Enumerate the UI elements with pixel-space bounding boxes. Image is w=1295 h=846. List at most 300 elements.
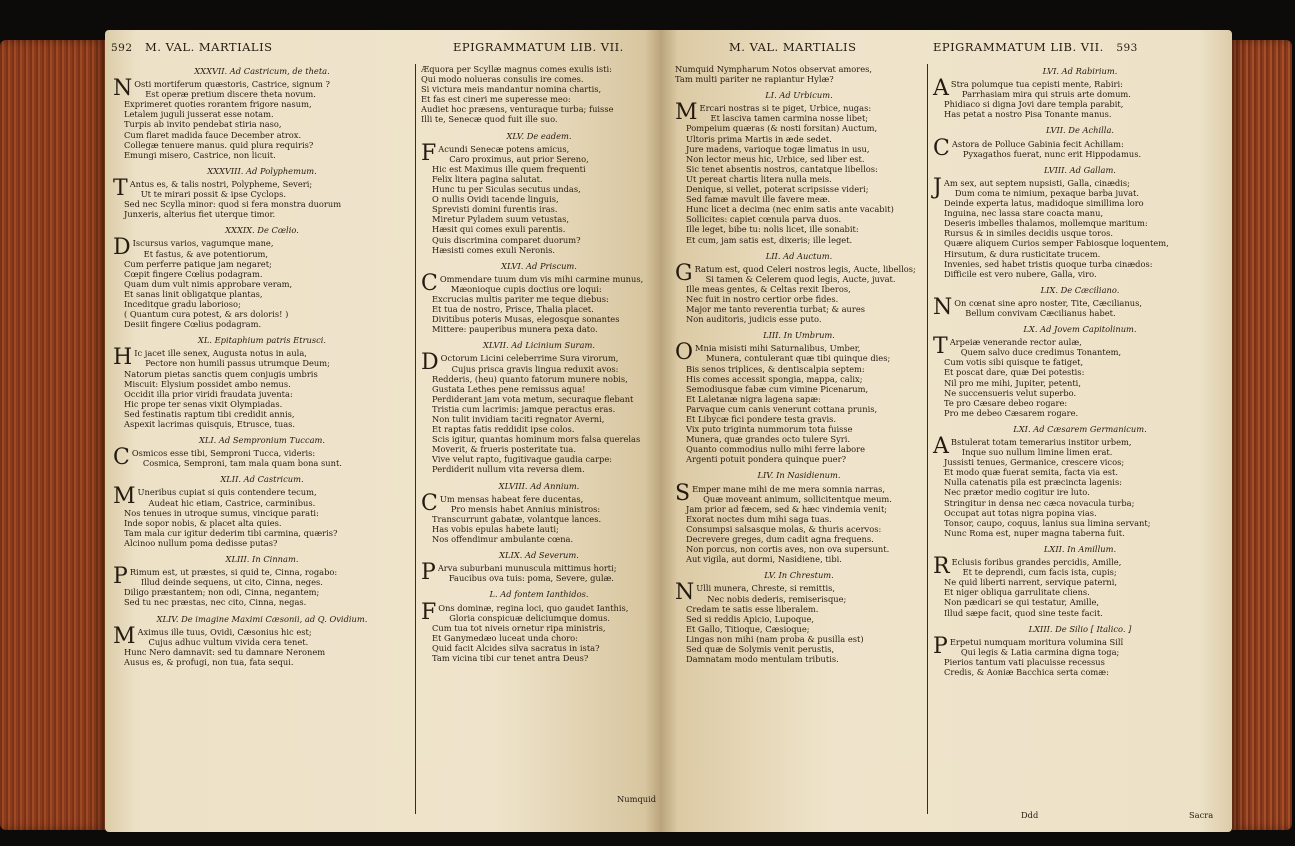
drop-capital: R: [933, 554, 950, 580]
epigram-body: [421, 270, 657, 335]
drop-capital: J: [933, 174, 942, 200]
verse-line: Mnia misisti mihi Saturnalibus, Umber,: [695, 343, 861, 354]
verse-line: Quis discrimina comparet duorum?: [432, 234, 581, 245]
epigram-body: [675, 260, 923, 325]
verse-line: Ille leget, bibe tu: nolis licet, ille sonabit:: [686, 224, 859, 235]
drop-capital: A: [933, 76, 949, 102]
drop-capital: H: [113, 345, 133, 371]
epigram: [113, 474, 411, 548]
verse-line: Am sex, aut septem nupsisti, Galla, cinædis;: [943, 177, 1130, 188]
verse-line: Rimum est, ut præstes, si quid te, Cinna, rogabo:: [129, 567, 338, 578]
verse-line: Stringitur in densa nec cæca novacula turba;: [944, 497, 1135, 508]
epigram: [113, 554, 411, 607]
verse-line: Audiet hoc præsens, venturaque turba; fuisse: [421, 104, 614, 115]
drop-capital: F: [421, 599, 437, 625]
epigram-body: [113, 345, 411, 429]
epigram-body: [933, 76, 1227, 120]
verse-line: Ratum est, quod Celeri nostros legis, Aucte, libellos;: [694, 263, 916, 274]
verse-line: Hunc Nero damnavit: sed tu damnare Neronem: [124, 646, 326, 657]
verse-line: Sed nec Scylla minor: quod si fera monstra duorum: [124, 199, 342, 210]
verse-line: Um mensas habeat fere ducentas,: [439, 493, 584, 504]
verse-line: Credis, & Aoniæ Bacchica serta comæ:: [944, 666, 1109, 677]
verse-line: Quid facit Alcides silva sacratus in ista?: [432, 642, 600, 653]
epigram-title: XLIX. Ad Severum.: [499, 550, 579, 561]
epigram-title: LI. Ad Urbicum.: [765, 90, 833, 101]
page-number: 593: [1116, 42, 1138, 54]
verse-line: Sed quæ de Solymis venit perustis,: [686, 643, 835, 654]
epigram-body: [933, 633, 1227, 677]
verse-line: Nos offendimur ambulante cœna.: [432, 534, 574, 545]
verse-line: Nunc Roma est, nuper magna taberna fuit.: [944, 527, 1125, 538]
epigram: [675, 330, 923, 464]
verse-line: Nil pro me mihi, Jupiter, petenti,: [944, 377, 1081, 388]
verse-line: Et Gallo, Titioque, Cæsioque;: [686, 623, 810, 634]
epigram-title: LXII. In Amillum.: [1043, 543, 1117, 554]
epigram-body: [113, 623, 411, 667]
verse-line: Et niger obliqua garrulitate cliens.: [944, 587, 1090, 598]
verse-line: Mæonioque cupis doctius ore loqui:: [450, 283, 602, 294]
verse-line: Et modo quæ fuerat semita, facta via est.: [944, 467, 1119, 478]
epigram: [933, 624, 1227, 677]
verse-line: Antus es, & talis nostri, Polypheme, Severi;: [129, 178, 313, 189]
epigram-body: [675, 340, 923, 465]
verse-line: Inque suo nullum limine limen erat.: [961, 447, 1113, 458]
verse-line: Sed famæ mavult ille favere meæ.: [686, 194, 831, 205]
right-page-column-2: [933, 64, 1227, 683]
epigram: [421, 340, 657, 474]
epigram-title: XXXIX. De Cœlio.: [225, 225, 299, 236]
epigram-title: LV. In Chrestum.: [764, 570, 834, 581]
verse-line: Natorum pietas sanctis quem conjugis umbris: [124, 368, 318, 379]
epigram-body: [675, 100, 923, 245]
epigram: [113, 435, 411, 471]
verse-line: Ne succensueris velut superbo.: [944, 387, 1077, 398]
verse-line: Exprimeret quoties rorantem frigore nasum,: [124, 99, 312, 110]
verse-line: Dum coma te nimium, pexaque barba juvat.: [954, 187, 1139, 198]
verse-line: Et Ganymedæo luceat unda choro:: [432, 632, 578, 643]
verse-line: Caro proximus, aut prior Sereno,: [449, 153, 589, 164]
catchword: Numquid: [617, 794, 657, 804]
epigram-title: LIV. In Nasidienum.: [757, 470, 841, 481]
verse-line: Parrhasiam mira qui struis arte domum.: [961, 89, 1131, 100]
verse-line: Sollicites: capiet cœnula parva duos.: [686, 214, 842, 225]
verse-line: Occidit illa prior viridi fraudata juventa:: [124, 388, 293, 399]
verse-line: Pro me debeo Cæsarem rogare.: [944, 407, 1079, 418]
epigram-title: XLVI. Ad Priscum.: [501, 260, 577, 271]
epigram-title: XLII. Ad Castricum.: [220, 474, 304, 485]
epigram-body: [113, 484, 411, 548]
verse-line: Exorat noctes dum mihi saga tuas.: [686, 513, 832, 524]
verse-line: Gustata Lethes pene remissus aqua!: [432, 383, 586, 394]
verse-line: Hic est Maximus ille quem frequenti: [432, 163, 586, 174]
epigram: [675, 470, 923, 564]
verse-line: Ulli munera, Chreste, si remittis,: [696, 583, 836, 594]
verse-line: Vix puto triginta nummorum tota fuisse: [686, 424, 853, 435]
verse-line: Osmicos esse tibi, Semproni Tucca, videris:: [131, 448, 316, 459]
catchword: Sacra: [1189, 810, 1214, 820]
verse-line: Ut pereat chartis litera nulla meis.: [686, 173, 832, 184]
verse-line: Invenies, sed habet tristis quoque turba cinædos:: [944, 258, 1153, 269]
drop-capital: P: [113, 564, 128, 590]
verse-line: Felix litera pagina salutat.: [432, 173, 543, 184]
verse-line: Et te deprendi, cum facis ista, cupis;: [962, 567, 1117, 578]
right-page-edges: [1232, 40, 1292, 830]
verse-line: Quem salvo duce credimus Tonantem,: [960, 347, 1122, 358]
running-head-title: EPIGRAMMATUM LIB. VII.: [933, 40, 1104, 54]
epigram: [933, 285, 1227, 318]
right-page-column-1: [675, 64, 923, 670]
drop-capital: N: [113, 76, 133, 102]
verse-line: Sed festinatis raptum tibi credidit annis,: [124, 408, 295, 419]
verse-line: Non pædicari se qui testatur, Amille,: [944, 597, 1100, 608]
verse-line: Damnatam modo mentulam tributis.: [686, 654, 839, 665]
verse-line: Est operæ pretium discere theta novum.: [145, 89, 316, 100]
verse-line: Bis senos triplices, & dentiscalpia septem:: [686, 363, 865, 374]
left-page-column-1: [113, 64, 411, 673]
epigram: [933, 324, 1227, 418]
verse-line: Arva suburbani munuscula mittimus horti;: [437, 563, 617, 574]
verse-line: Ommendare tuum dum vis mihi carmine munus,: [439, 273, 644, 284]
epigram-title: LVI. Ad Rabirium.: [1042, 66, 1118, 76]
verse-line: Decrevere greges, dum cadit agna frequens.: [686, 534, 874, 545]
verse-line: Sprevisti domini furentis iras.: [432, 204, 558, 215]
verse-line: Et fastus, & ave potentiorum,: [143, 248, 269, 259]
epigram: [675, 570, 923, 664]
verse-line: Alcinoo nullum poma dedisse putas?: [124, 537, 278, 548]
epigram-body: [113, 235, 411, 330]
verse-line: Hæsit qui comes exuli parentis.: [432, 224, 566, 235]
verse-line: Æquora per Scyllæ magnus comes exulis isti:: [421, 64, 612, 74]
verse-line: Et cum, jam satis est, dixeris; ille leget.: [686, 234, 853, 245]
verse-line: Ic jacet ille senex, Augusta notus in aula,: [134, 348, 307, 359]
drop-capital: N: [675, 580, 695, 606]
epigram-body: [933, 135, 1227, 161]
drop-capital: P: [933, 633, 948, 659]
verse-line: Quære aliquem Curios semper Fabiosque loquentem,: [944, 238, 1169, 249]
verse-line: Occupat aut totas nigra popina vias.: [944, 507, 1097, 518]
verse-line: Perdiderit nullum vita reversa diem.: [432, 464, 585, 475]
continued-poem: [421, 64, 657, 125]
verse-line: Parvaque cum canis venerunt cottana prunis,: [686, 403, 878, 414]
verse-line: Cujus adhuc vultum vivida cera tenet.: [148, 636, 309, 647]
verse-line: Pectore non humili passus utrumque Deum;: [145, 358, 330, 369]
verse-line: Mittere: pauperibus munera pexa dato.: [432, 324, 598, 335]
drop-capital: M: [113, 484, 136, 510]
verse-line: Illud deinde sequens, ut cito, Cinna, neges.: [140, 577, 323, 588]
verse-line: Nec nobis dederis, remiserisque;: [707, 593, 847, 604]
verse-line: Inguina, nec lassa stare coacta manu,: [944, 208, 1104, 219]
drop-capital: G: [675, 260, 693, 286]
drop-capital: N: [933, 294, 953, 320]
verse-line: Sic tenet absentis nostros, cantatque libellos:: [686, 163, 878, 174]
verse-line: Credam te satis esse liberalem.: [686, 603, 819, 614]
verse-line: Sed si reddis Apicio, Lupoque,: [686, 613, 815, 624]
verse-line: Cum tua tot niveis ornetur ripa ministris,: [432, 622, 606, 633]
verse-line: Pompeium quæras (& nosti forsitan) Auctum,: [686, 123, 878, 134]
verse-line: Miscuit: Elysium possidet ambo nemus.: [124, 378, 291, 389]
epigram-body: [421, 140, 657, 255]
continued-poem: [675, 64, 923, 84]
drop-capital: A: [933, 434, 949, 459]
verse-line: Nec prætor medio cogitur ire luto.: [944, 487, 1090, 498]
verse-line: Letalem juguli jusserat esse notam.: [124, 109, 274, 120]
verse-line: Tam multi pariter ne rapiantur Hylæ?: [675, 74, 834, 85]
epigram: [113, 166, 411, 219]
verse-line: Tam mala cur igitur dederim tibi carmina, quæris?: [124, 527, 338, 538]
verse-line: Arpeiæ venerande rector aulæ,: [949, 337, 1082, 348]
left-running-head: [111, 40, 273, 54]
epigram-title: LIX. De Cæciliano.: [1040, 284, 1120, 295]
verse-line: Transcurrunt gabatæ, volantque lances.: [432, 513, 602, 524]
epigram: [421, 589, 657, 663]
verse-line: Aspexit lacrimas quisquis, Etrusce, tuas.: [124, 419, 296, 429]
verse-line: Pierios tantum vati placuisse recessus: [944, 656, 1105, 667]
verse-line: Turpis ab invito pendebat stiria naso,: [124, 119, 282, 130]
epigram-title: LIII. In Umbrum.: [763, 330, 835, 341]
verse-line: Aut vigila, aut dormi, Nasidiene, tibi.: [686, 554, 842, 565]
epigram-title: LII. Ad Auctum.: [765, 250, 833, 261]
verse-line: Ut te mirari possit & ipse Cyclops.: [140, 189, 287, 200]
left-page-edges: [0, 40, 105, 830]
epigram: [113, 335, 411, 429]
verse-line: Miretur Pyladem suum vetustas,: [432, 214, 570, 225]
epigram-title: LXIII. De Silio [ Italico. ]: [1028, 623, 1132, 634]
verse-line: Moverit, & frueris posteritate tua.: [432, 444, 576, 455]
verse-line: Illud sæpe facit, quod sine teste facit.: [944, 607, 1103, 618]
verse-line: Et tua de nostro, Prisce, Thalia placet.: [432, 304, 594, 315]
epigram-body: [675, 480, 923, 565]
verse-line: Te pro Cæsare debeo rogare:: [944, 397, 1068, 408]
verse-line: Collegæ tenuere manus. quid plura requiris?: [124, 139, 314, 150]
running-head-title: EPIGRAMMATUM LIB. VII.: [453, 40, 624, 54]
epigram: [675, 251, 923, 325]
verse-line: Hæsisti comes exuli Neronis.: [432, 244, 556, 255]
epigram-body: [933, 334, 1227, 418]
verse-line: Cujus prisca gravis lingua reduxit avos:: [451, 363, 619, 374]
verse-line: Hunc licet a decima (nec enim satis ante vacabit): [686, 204, 894, 215]
verse-line: Emungi misero, Castrice, non licuit.: [124, 149, 276, 160]
epigram: [933, 125, 1227, 161]
verse-line: Quam dum vult nimis approbare veram,: [124, 278, 293, 289]
verse-line: Ille meas gentes, & Celtas rexit Iberos,: [686, 283, 851, 294]
epigram-title: XL. Epitaphium patris Etrusci.: [197, 335, 327, 346]
verse-line: Nulla catenatis pila est præcincta lagenis:: [944, 477, 1123, 488]
verse-line: Hic prope ter senas vixit Olympiadas.: [124, 398, 283, 409]
verse-line: Et raptas fatis reddidit ipse colos.: [432, 424, 575, 435]
running-head-author: M. VAL. MARTIALIS: [729, 40, 857, 54]
verse-line: Jure madens, varioque togæ limatus in usu,: [686, 143, 870, 154]
drop-capital: C: [421, 270, 438, 296]
epigram-title: L. Ad fontem Ianthidos.: [489, 589, 589, 600]
verse-line: ( Quantum cura potest, & ars doloris! ): [124, 309, 289, 320]
verse-line: Et Laletanæ nigra lagena sapæ:: [686, 393, 821, 404]
drop-capital: O: [675, 340, 694, 366]
verse-line: Pro mensis habet Annius ministros:: [450, 503, 601, 514]
verse-line: Scis igitur, quantas hominum mors falsa querelas: [432, 434, 641, 445]
epigram-body: [421, 560, 657, 586]
epigram-body: [113, 445, 411, 471]
epigram: [933, 66, 1227, 119]
verse-line: Tonsor, caupo, coquus, lanius sua limina servant;: [944, 517, 1151, 528]
epigram: [421, 481, 657, 545]
verse-line: Si tamen & Celerem quod legis, Aucte, juvat.: [705, 273, 896, 284]
epigram-body: [113, 564, 411, 608]
verse-line: Inceditque gradu laborioso;: [124, 298, 241, 309]
epigram-title: XLI. Ad Sempronium Tuccam.: [198, 435, 326, 446]
drop-capital: T: [933, 334, 948, 360]
epigram-body: [421, 599, 657, 664]
verse-line: Et fas est cineri me superesse meo:: [421, 94, 571, 105]
verse-line: Difficile est vero nubere, Galla, viro.: [944, 268, 1097, 279]
verse-line: Cœpit fingere Cœlius podagram.: [124, 268, 263, 279]
epigram-body: [933, 434, 1227, 538]
epigram: [421, 261, 657, 335]
epigram-body: [113, 76, 411, 160]
epigram-body: [933, 554, 1227, 618]
epigram: [113, 66, 411, 160]
verse-line: Inde sopor nobis, & placet alta quies.: [124, 517, 282, 528]
verse-line: Argenti potuit pondera quinque puer?: [686, 454, 847, 465]
verse-line: Quæ moveant animum, sollicitentque meum.: [703, 493, 892, 504]
verse-line: His comes accessit spongia, mappa, calix;: [686, 373, 863, 384]
verse-line: Denique, si vellet, poterat scripsisse videri;: [686, 184, 869, 195]
drop-capital: C: [113, 445, 130, 471]
verse-line: Astora de Polluce Gabinia fecit Achillam:: [951, 138, 1124, 149]
left-page: [105, 30, 661, 832]
epigram: [421, 550, 657, 586]
verse-line: Ausus es, & profugi, non tua, fata sequi.: [124, 656, 294, 667]
epigram-body: [933, 294, 1227, 320]
verse-line: Ne quid liberti narrent, servique paterni,: [944, 577, 1118, 588]
verse-line: Divitibus poteris Musas, elegosque sonantes: [432, 314, 620, 325]
verse-line: Vive velut rapto, fugitivaque gaudia carpe:: [432, 454, 613, 465]
verse-line: Bellum convivam Cæcilianus habet.: [965, 307, 1116, 318]
epigram-body: [421, 490, 657, 545]
verse-line: Eclusis foribus grandes percidis, Amille,: [951, 557, 1122, 568]
verse-line: Deinde experta latus, madidoque simillima loro: [944, 198, 1144, 209]
verse-line: Has vobis epulas habete lauti;: [432, 523, 559, 534]
epigram-title: LXI. Ad Cæsarem Germanicum.: [1013, 423, 1147, 434]
verse-line: Excrucias multis pariter me teque diebus:: [432, 293, 609, 304]
verse-line: Non tulit invidiam taciti regnator Averni,: [432, 414, 605, 424]
verse-line: Et poscat dare, quæ Dei potestis:: [944, 367, 1085, 378]
verse-line: Junxeris, alterius fiet uterque timor.: [124, 209, 276, 220]
verse-line: Non auditoris, judicis esse puto.: [686, 314, 822, 325]
epigram-body: [675, 580, 923, 665]
verse-line: O nullis Ovidi tacende linguis,: [432, 194, 559, 205]
drop-capital: S: [675, 480, 691, 506]
left-page-column-2: [421, 64, 657, 669]
epigram-title: XLIII. In Cinnam.: [225, 554, 299, 565]
verse-line: Stra polumque tua cepisti mente, Rabiri:: [950, 79, 1123, 90]
drop-capital: P: [421, 560, 436, 586]
verse-line: Emper mane mihi de me mera somnia narras,: [692, 483, 886, 494]
verse-line: Et sanas linit obligatque plantas,: [124, 288, 263, 299]
epigram-title: XXXVIII. Ad Polyphemum.: [207, 165, 317, 176]
verse-line: Has petat a nostro Pisa Tonante manus.: [944, 109, 1112, 120]
verse-line: Jam prior ad fæcem, sed & hæc vindemia venit;: [686, 503, 888, 514]
verse-line: Munera, contulerant quæ tibi quinque dies;: [706, 353, 891, 364]
epigram: [933, 544, 1227, 618]
epigram-title: LVIII. Ad Gallam.: [1044, 164, 1116, 175]
verse-line: Qui legis & Latia carmina digna toga;: [960, 646, 1120, 657]
verse-line: Desiit fingere Cœlius podagram.: [124, 319, 262, 330]
verse-line: Ercari nostras si te piget, Urbice, nugas:: [699, 103, 872, 114]
page-number: 592: [111, 42, 133, 54]
epigram-title: XLIV. De imagine Maximi Cæsonii, ad Q. Ovidium.: [156, 613, 368, 624]
verse-line: Nec fuit in nostro certior orbe fides.: [686, 293, 839, 304]
verse-line: Cum perferre patique jam negaret;: [124, 258, 272, 269]
epigram-title: XLVII. Ad Licinium Suram.: [483, 340, 595, 351]
verse-line: Quanto commodius nullo mihi ferre labore: [686, 444, 866, 455]
epigram: [933, 424, 1227, 538]
verse-line: Phidiaco si digna Jovi dare templa parabit,: [944, 99, 1124, 110]
verse-line: Illi te, Senecæ quod fuit ille suo.: [421, 114, 558, 125]
verse-line: Qui modo nolueras consulis ire comes.: [421, 74, 584, 85]
verse-line: Ultoris prima Martis in æde sedet.: [686, 133, 832, 144]
verse-line: Non porcus, non cortis aves, non ova supersunt.: [686, 544, 890, 555]
drop-capital: C: [421, 490, 438, 516]
verse-line: Major me tanto reverentia turbat; & aures: [686, 304, 865, 315]
verse-line: Bstulerat totam temerarius institor urbem,: [950, 437, 1132, 447]
verse-line: Nos tenues in utroque sumus, vincique parati:: [124, 507, 319, 518]
verse-line: Jussisti tenues, Germanice, crescere vicos;: [944, 457, 1125, 468]
verse-line: Gloria conspicuæ deliciumque domus.: [449, 612, 611, 623]
verse-line: Perdiderant jam vota metum, securaque flebant: [432, 393, 634, 404]
verse-line: Non lector meus hic, Urbice, sed liber est.: [686, 153, 865, 164]
drop-capital: M: [675, 100, 698, 126]
epigram: [113, 614, 411, 667]
verse-line: On cœnat sine apro noster, Tite, Cæcilianus,: [954, 297, 1142, 308]
verse-line: Sed tu nec præstas, nec cito, Cinna, negas.: [124, 597, 307, 608]
epigram-body: [933, 174, 1227, 279]
epigram-body: [421, 350, 657, 475]
verse-line: Munera, quæ grandes octo tulere Syri.: [686, 434, 851, 445]
verse-line: Aximus ille tuus, Ovidi, Cæsonius hic est;: [137, 626, 312, 637]
column-rule: [415, 64, 416, 814]
verse-line: Si victura meis mandantur nomina chartis,: [421, 84, 602, 95]
verse-line: Uneribus cupiat si quis contendere tecum,: [137, 487, 317, 498]
epigram: [113, 225, 411, 329]
verse-line: Lingas non mihi (nam proba & pusilla est): [686, 633, 864, 644]
verse-line: Et Libycæ fici pondere testa gravis.: [686, 414, 837, 424]
verse-line: Osti mortiferum quæstoris, Castrice, signum ?: [134, 79, 330, 90]
epigram-title: XLV. De eadem.: [506, 130, 572, 141]
epigram-title: XLVIII. Ad Annium.: [498, 480, 580, 491]
epigram-title: LVII. De Achilla.: [1045, 125, 1115, 136]
verse-line: Tam vicina tibi cur tenet antra Deus?: [432, 652, 589, 663]
epigram-title: LX. Ad Jovem Capitolinum.: [1023, 324, 1137, 335]
drop-capital: F: [421, 140, 437, 166]
verse-line: Octorum Licini celeberrime Sura virorum,: [440, 353, 619, 364]
verse-line: Hunc tu per Siculas secutus undas,: [432, 184, 581, 195]
verse-line: Pyxagathos fuerat, nunc erit Hippodamus.: [962, 148, 1142, 159]
running-head-author: M. VAL. MARTIALIS: [145, 40, 273, 54]
signature-mark: Ddd: [1021, 810, 1039, 820]
verse-line: Tristia cum lacrimis: jamque peractus eras.: [432, 403, 616, 414]
column-rule: [927, 64, 928, 814]
epigram: [421, 131, 657, 255]
verse-line: Erpetui numquam moritura volumina Silî: [949, 636, 1124, 647]
verse-line: Cosmica, Semproni, tam mala quam bona sunt.: [142, 458, 342, 469]
drop-capital: D: [421, 350, 439, 376]
right-page: [661, 30, 1232, 832]
verse-line: Semodiusque fabæ cum vimine Picenarum,: [686, 383, 869, 394]
drop-capital: M: [113, 623, 136, 649]
verse-line: Diligo præstantem; non odi, Cinna, negantem;: [124, 587, 320, 598]
verse-line: Cum votis sibi quisque te fatiget,: [944, 357, 1084, 368]
drop-capital: T: [113, 175, 128, 201]
